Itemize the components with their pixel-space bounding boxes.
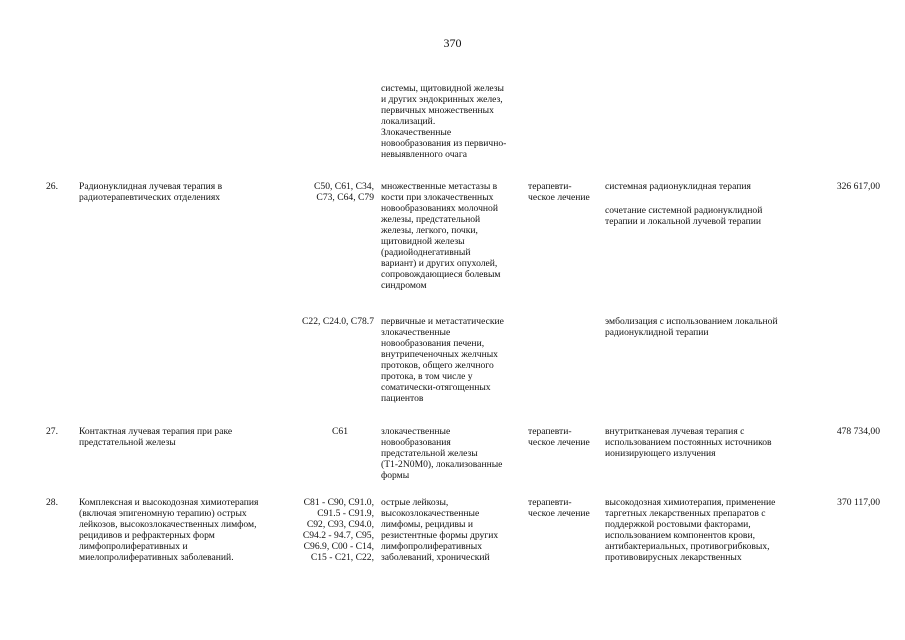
- row-26-model-b: первичные и метастатические злокачественные новообразования печени, внутрипеченочных желчных протоков, общего желчного протока, в том числе у соматически-отягощенных пациентов: [381, 316, 504, 404]
- row-27-treatment-type: терапевти- ческое лечение: [528, 426, 590, 448]
- row-28-method: высокодозная химиотерапия, применение таргетных лекарственных препаратов с поддержкой ростовыми факторами, использованием компонентов крови, антибактериальных, противогрибковых, противовирусных лекарственных: [605, 497, 776, 563]
- row-26-treatment-type: терапевти- ческое лечение: [528, 181, 590, 203]
- row-26-cost: 326 617,00: [836, 181, 880, 192]
- row-27-number: 27.: [46, 426, 58, 437]
- page-number: 370: [443, 36, 462, 50]
- row-26-codes-b: C22, C24.0, C78.7: [302, 316, 374, 327]
- row-28-name: Комплексная и высокодозная химиотерапия (включая эпигеномную терапию) острых лейкозов, высокозлокачественных лимфом, рецидивов и рефрактерных форм лимфопролиферативных и миелопролиферативных заболеваний.: [79, 497, 259, 563]
- row-27-method: внутритканевая лучевая терапия с использованием постоянных источников ионизирующего излучения: [605, 426, 772, 459]
- row-26-method-1: системная радионуклидная терапия: [605, 181, 751, 192]
- row-27-name: Контактная лучевая терапия при раке предстательной железы: [79, 426, 233, 448]
- row-26-codes-a: C50, C61, C34, C73, C64, C79: [314, 181, 374, 203]
- row-26-method-3: эмболизация с использованием локальной радионуклидной терапии: [605, 316, 778, 338]
- row-27-model: злокачественные новообразования предстательной железы (T1-2N0M0), локализованные формы: [381, 426, 503, 481]
- row-26-number: 26.: [46, 181, 58, 192]
- continued-model-text: системы, щитовидной железы и других эндокринных желез, первичных множественных локализаций. Злокачественные новообразования из первично- невыявленного очага: [381, 83, 507, 160]
- row-27-cost: 478 734,00: [836, 426, 880, 437]
- row-26-method-2: сочетание системной радионуклидной терапии и локальной лучевой терапии: [605, 205, 763, 227]
- row-28-model: острые лейкозы, высокозлокачественные лимфомы, рецидивы и резистентные формы других лимфопролиферативных заболеваний, хронический: [381, 497, 499, 563]
- row-28-number: 28.: [46, 497, 58, 508]
- row-28-treatment-type: терапевти- ческое лечение: [528, 497, 590, 519]
- row-26-model-a: множественные метастазы в кости при злокачественных новообразованиях молочной железы, предстательной железы, легкого, почки, щитовидной железы (радиойоднегативный вариант) и других опухолей, сопровождающиеся болевым синдромом: [381, 181, 501, 291]
- row-27-codes: C61: [332, 426, 348, 437]
- row-26-name: Радионуклидная лучевая терапия в радиотерапевтических отделениях: [79, 181, 223, 203]
- row-28-codes: C81 - C90, C91.0, C91.5 - C91.9, C92, C93, C94.0, C94.2 - 94.7, C95, C96.9, C00 - C14, C15 - C21, C22,: [302, 497, 374, 563]
- row-28-cost: 370 117,00: [837, 497, 880, 508]
